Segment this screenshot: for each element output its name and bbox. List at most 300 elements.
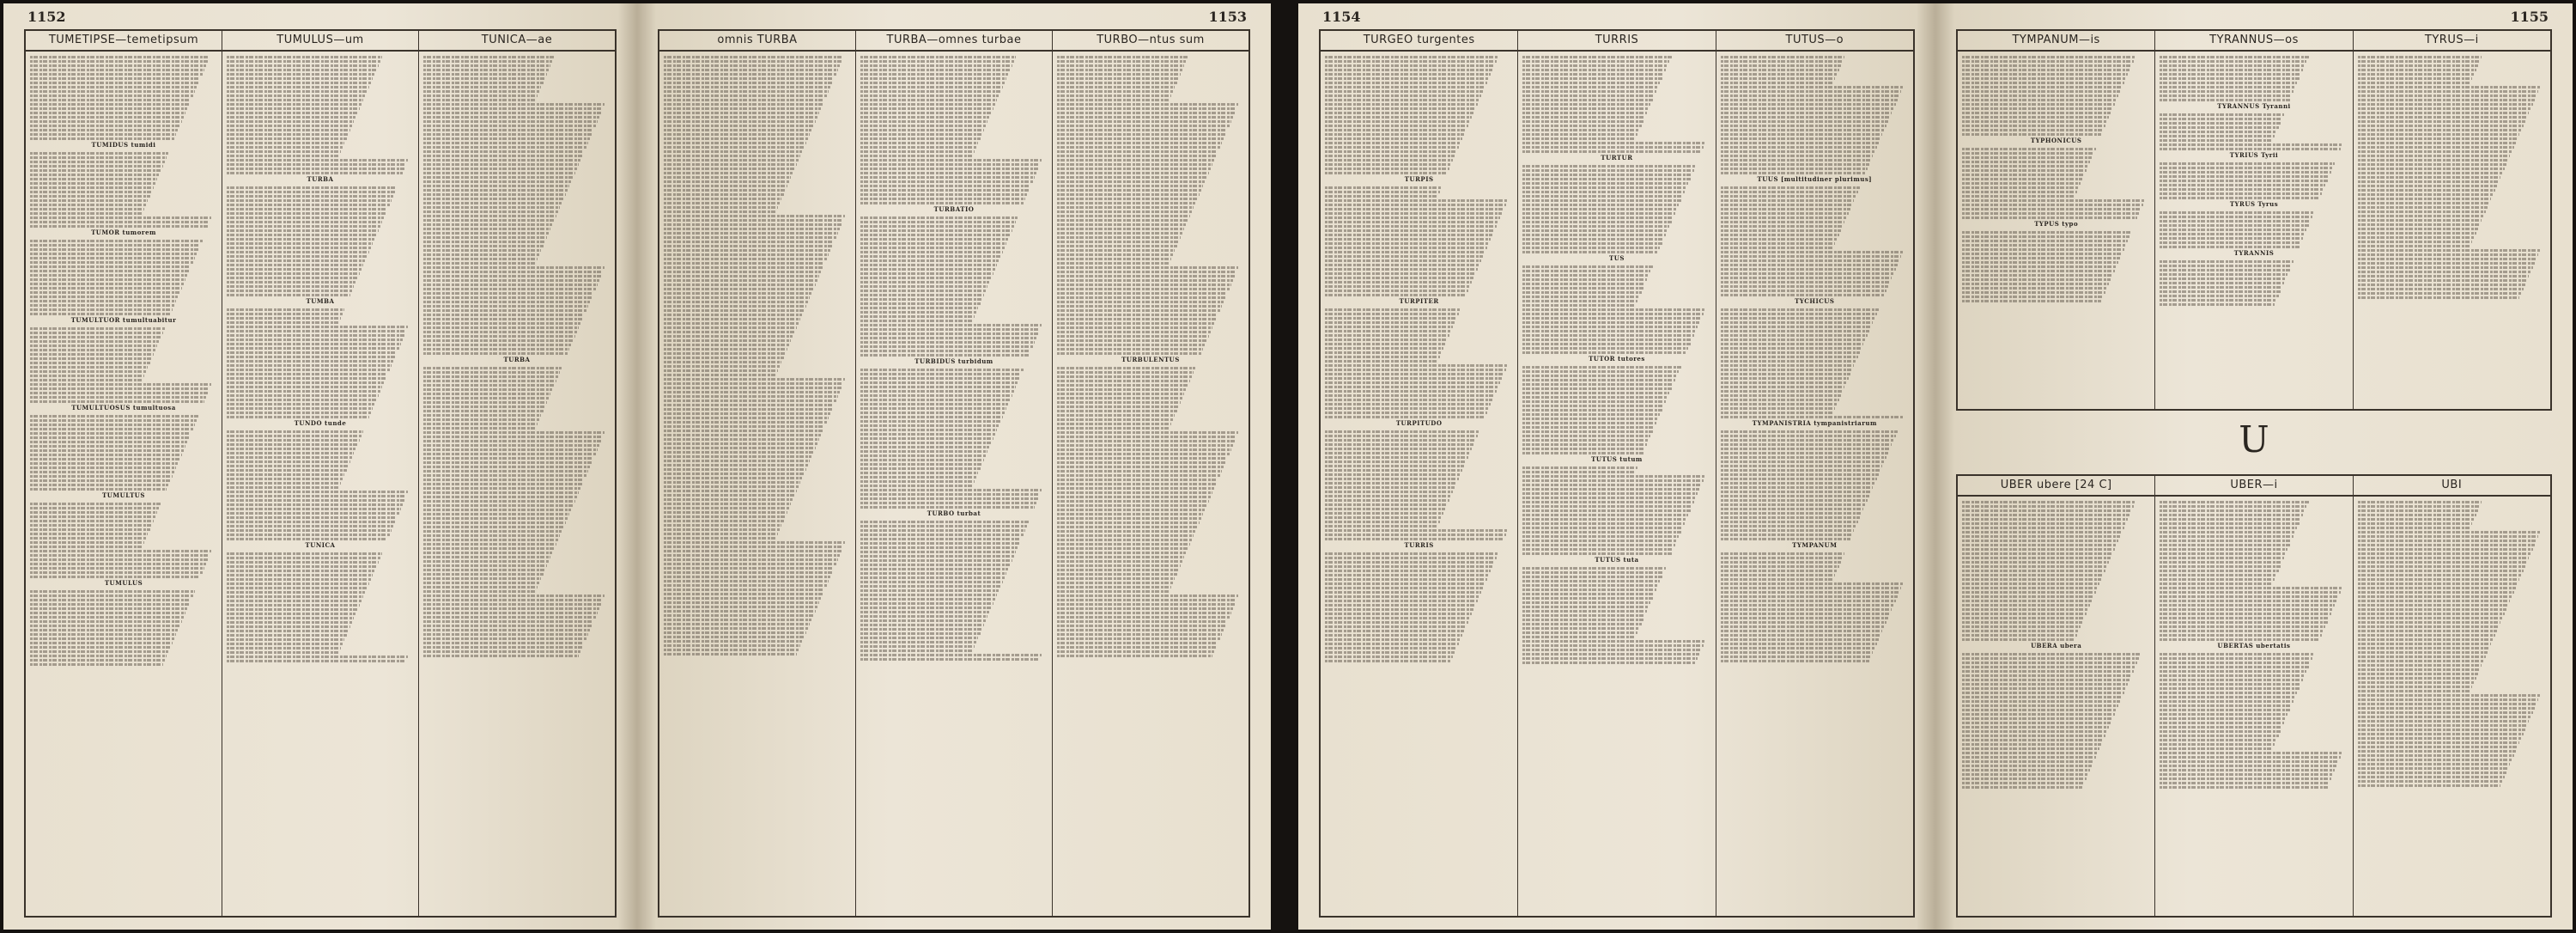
text-line xyxy=(664,168,795,170)
text-line xyxy=(2358,716,2531,718)
text-line xyxy=(1057,410,1177,412)
text-line xyxy=(860,163,1040,166)
text-line xyxy=(2160,303,2275,306)
text-line xyxy=(2358,275,2530,277)
text-line xyxy=(1325,347,1443,350)
text-line xyxy=(1721,399,1839,401)
text-line xyxy=(1057,305,1222,308)
verse-line xyxy=(1057,273,1244,277)
verse-line xyxy=(1057,597,1244,601)
text-line xyxy=(2160,192,2322,195)
text-line xyxy=(2160,56,2308,58)
verse-line xyxy=(1057,290,1244,295)
text-line xyxy=(664,116,817,119)
text-line xyxy=(423,560,549,563)
verse-line xyxy=(227,371,414,375)
text-line xyxy=(1721,608,1893,611)
text-line xyxy=(1962,501,2136,503)
text-line xyxy=(1721,565,1839,568)
text-line xyxy=(227,159,408,162)
text-line xyxy=(2160,90,2293,93)
text-line xyxy=(423,326,579,329)
verse-line xyxy=(860,179,1048,183)
text-line xyxy=(2358,518,2475,521)
text-line xyxy=(1522,383,1673,386)
text-line xyxy=(2160,617,2329,619)
text-line xyxy=(1522,636,1636,638)
text-line xyxy=(860,576,1005,579)
verse-line xyxy=(1721,628,1909,632)
text-line xyxy=(860,90,1001,93)
text-line xyxy=(1325,313,1459,315)
text-line xyxy=(1325,561,1494,564)
text-line xyxy=(1325,369,1506,371)
text-line xyxy=(1962,77,2126,80)
text-line xyxy=(1962,116,2109,119)
text-line xyxy=(664,112,819,114)
verse-line xyxy=(1522,320,1710,324)
text-line xyxy=(1962,565,2107,568)
text-line xyxy=(2358,608,2506,611)
text-line xyxy=(1522,274,1649,277)
text-line xyxy=(227,600,361,602)
text-line xyxy=(1721,403,1838,406)
text-line xyxy=(860,624,984,626)
text-line xyxy=(860,459,984,461)
text-line xyxy=(30,283,184,285)
text-line xyxy=(664,271,821,273)
verse-line xyxy=(1721,414,1909,418)
text-line xyxy=(1962,95,2118,97)
verse-line xyxy=(664,230,851,235)
text-line xyxy=(227,225,380,228)
text-line xyxy=(227,435,361,437)
text-line xyxy=(1325,538,1504,540)
text-line xyxy=(227,647,341,649)
text-line xyxy=(1522,107,1649,110)
text-line xyxy=(227,56,382,58)
text-line xyxy=(1057,470,1222,473)
verse-line xyxy=(664,226,851,230)
text-line xyxy=(860,129,984,131)
verse-line xyxy=(1522,311,1710,315)
text-line xyxy=(1325,617,1470,619)
text-line xyxy=(664,344,789,346)
text-line xyxy=(1962,634,2077,637)
text-line xyxy=(423,253,539,256)
text-line xyxy=(1721,587,1902,589)
text-line xyxy=(1325,403,1491,406)
column-heading: TUMULUS—um xyxy=(222,31,418,52)
verse-line xyxy=(423,631,611,636)
text-line xyxy=(1522,514,1688,516)
verse-line xyxy=(2358,783,2546,787)
text-line xyxy=(1721,259,1899,262)
verse-line xyxy=(1522,172,1710,176)
text-line xyxy=(1721,186,1860,189)
text-line xyxy=(1721,69,1839,71)
text-line xyxy=(1522,347,1688,350)
verse-line xyxy=(2160,174,2348,178)
text-line xyxy=(1057,99,1170,101)
text-line xyxy=(30,208,144,210)
verse-line xyxy=(423,597,611,601)
text-line xyxy=(423,292,593,295)
text-line xyxy=(1325,360,1438,363)
text-line xyxy=(30,375,144,377)
text-line xyxy=(664,206,778,209)
verse-line xyxy=(1522,643,1710,647)
text-line xyxy=(1522,623,1641,625)
text-line xyxy=(1057,245,1177,247)
verse-line xyxy=(1721,110,1909,114)
text-line xyxy=(1057,120,1231,123)
text-line xyxy=(1962,756,2096,759)
text-line xyxy=(1962,161,2090,163)
text-line xyxy=(1325,82,1487,84)
text-line xyxy=(664,369,778,372)
verse-line xyxy=(423,438,611,442)
verse-line xyxy=(227,206,414,210)
text-line xyxy=(860,103,995,106)
text-line xyxy=(2160,613,2331,615)
verse-line xyxy=(30,84,217,88)
text-line xyxy=(1962,64,2131,67)
text-line xyxy=(2160,739,2276,741)
text-line xyxy=(227,369,390,371)
text-line xyxy=(1057,612,1231,614)
text-line xyxy=(2358,163,2506,166)
text-line xyxy=(227,137,347,140)
text-line xyxy=(1522,466,1637,469)
text-line xyxy=(227,191,395,193)
text-line xyxy=(1057,466,1224,468)
verse-line xyxy=(1721,119,1909,123)
text-line xyxy=(1721,591,1899,594)
text-line xyxy=(423,401,547,404)
text-line xyxy=(1721,508,1864,510)
text-line xyxy=(227,64,379,67)
verse-line xyxy=(1522,516,1710,521)
verse-line xyxy=(1962,229,2150,234)
verse-line xyxy=(2160,767,2348,771)
text-line xyxy=(1057,603,1235,606)
text-line xyxy=(423,339,573,342)
text-line xyxy=(1962,148,2096,150)
text-line xyxy=(30,308,173,311)
text-line xyxy=(227,330,406,332)
text-line xyxy=(1325,482,1457,485)
text-line xyxy=(664,163,797,166)
verse-line xyxy=(1721,594,1909,598)
text-line xyxy=(1962,129,2103,131)
text-line xyxy=(30,221,210,223)
text-line xyxy=(664,361,781,363)
text-line xyxy=(1522,379,1675,381)
text-line xyxy=(860,69,1010,71)
verse-line xyxy=(1962,512,2150,516)
text-line xyxy=(1962,73,2128,76)
text-line xyxy=(30,253,197,255)
verse-line xyxy=(227,185,414,189)
text-line xyxy=(30,90,195,93)
entry-heading: TURBA xyxy=(503,356,531,363)
verse-line xyxy=(664,381,851,385)
text-line xyxy=(423,453,596,455)
text-line xyxy=(1962,704,2118,707)
text-line xyxy=(664,352,786,355)
verse-line xyxy=(2358,123,2546,127)
text-line xyxy=(2358,56,2482,58)
verse-line xyxy=(30,413,217,418)
verse-line xyxy=(423,593,611,597)
text-line xyxy=(423,193,566,196)
text-line xyxy=(423,552,552,554)
text-line xyxy=(2160,220,2310,223)
text-line xyxy=(423,129,593,131)
text-line xyxy=(423,564,547,567)
text-line xyxy=(1962,747,2099,750)
text-line xyxy=(1522,99,1652,101)
verse-line xyxy=(227,328,414,332)
text-line xyxy=(1057,457,1227,460)
text-line xyxy=(1522,413,1660,416)
verse-line xyxy=(1057,149,1244,153)
text-line xyxy=(1522,90,1656,93)
text-line xyxy=(2160,578,2275,581)
text-line xyxy=(30,607,187,610)
verse-line xyxy=(664,67,851,71)
text-line xyxy=(2358,116,2527,119)
verse-line xyxy=(1057,303,1244,308)
text-line xyxy=(2358,565,2525,568)
text-line xyxy=(1962,253,2122,255)
text-line xyxy=(1962,722,2111,724)
verse-line xyxy=(30,394,217,399)
verse-line xyxy=(1522,486,1710,491)
verse-line xyxy=(1325,658,1513,662)
text-line xyxy=(1522,125,1641,127)
verse-line xyxy=(1057,286,1244,290)
text-line xyxy=(2358,711,2533,714)
text-line xyxy=(664,202,780,204)
text-line xyxy=(2160,653,2314,656)
text-line xyxy=(860,315,975,318)
verse-line xyxy=(30,399,217,403)
entry-heading: TUUS [multitudiner plurimus] xyxy=(1757,175,1873,183)
text-line xyxy=(1962,600,2092,602)
text-line xyxy=(1522,588,1656,591)
text-line xyxy=(2358,595,2512,598)
text-line xyxy=(664,279,817,282)
text-line xyxy=(2160,273,2287,276)
text-line xyxy=(1721,142,1879,144)
verse-line xyxy=(30,80,217,84)
verse-line xyxy=(2160,178,2348,182)
verse-line xyxy=(2358,740,2546,744)
text-line xyxy=(30,199,148,202)
verse-line xyxy=(1721,93,1909,97)
text-line xyxy=(423,228,550,230)
text-line xyxy=(227,86,369,88)
text-line xyxy=(1721,621,1886,624)
text-line xyxy=(1962,692,2124,694)
text-line xyxy=(2358,694,2541,697)
entry-heading: TURBO turbat xyxy=(927,509,981,517)
text-line xyxy=(664,64,840,67)
verse-line xyxy=(423,636,611,640)
text-line xyxy=(227,486,339,489)
text-line xyxy=(1721,647,1875,649)
text-line xyxy=(423,637,586,640)
text-line xyxy=(227,238,374,241)
text-line xyxy=(423,223,552,226)
text-line xyxy=(1325,660,1451,662)
text-line xyxy=(1057,380,1190,382)
text-line xyxy=(1325,643,1459,645)
text-line xyxy=(860,390,1014,393)
verse-line xyxy=(423,144,611,149)
text-line xyxy=(30,616,184,619)
text-line xyxy=(1522,116,1645,119)
text-line xyxy=(2160,118,2282,120)
text-line xyxy=(30,129,178,131)
verse-line xyxy=(2358,534,2546,538)
text-line xyxy=(1721,95,1899,97)
verse-line xyxy=(2160,165,2348,169)
text-line xyxy=(227,281,355,284)
text-line xyxy=(1057,539,1192,541)
text-line xyxy=(2358,647,2490,649)
text-line xyxy=(423,133,592,136)
column-body xyxy=(1518,52,1715,916)
text-line xyxy=(860,450,987,453)
text-line xyxy=(664,348,787,351)
text-line xyxy=(227,82,371,84)
column-body xyxy=(222,52,418,916)
verse-line xyxy=(1721,459,1909,463)
text-line xyxy=(1522,430,1652,433)
text-line xyxy=(860,412,1005,414)
text-line xyxy=(423,168,577,170)
verse-line xyxy=(423,653,611,657)
text-line xyxy=(1721,204,1853,206)
verse-line xyxy=(860,322,1048,326)
verse-line xyxy=(1962,516,2150,521)
text-line xyxy=(1962,782,2085,784)
text-line xyxy=(30,546,143,548)
text-line xyxy=(1057,530,1195,533)
text-line xyxy=(423,397,549,399)
verse-line xyxy=(1522,512,1710,516)
text-line xyxy=(1522,531,1680,534)
text-line xyxy=(423,271,603,273)
verse-line xyxy=(860,196,1048,200)
text-line xyxy=(1325,95,1481,97)
text-line xyxy=(1057,599,1236,601)
text-line xyxy=(30,366,148,369)
text-line xyxy=(2358,522,2473,525)
text-line xyxy=(860,82,1005,84)
text-line xyxy=(30,340,159,343)
text-line xyxy=(1325,238,1491,241)
text-line xyxy=(1962,56,2136,58)
text-line xyxy=(1325,186,1442,189)
text-line xyxy=(1325,338,1448,341)
verse-line xyxy=(664,570,851,574)
verse-line xyxy=(227,506,414,510)
text-line xyxy=(1522,60,1669,63)
text-line xyxy=(1325,69,1492,71)
verse-line xyxy=(664,557,851,561)
text-line xyxy=(2358,236,2475,239)
verse-line xyxy=(664,76,851,80)
text-line xyxy=(423,629,590,631)
text-line xyxy=(664,576,830,578)
verse-line xyxy=(1962,681,2150,686)
text-line xyxy=(1057,646,1216,649)
text-line xyxy=(1962,557,2111,559)
text-line xyxy=(2160,709,2289,711)
text-line xyxy=(1057,573,1177,576)
entry-heading: TURPITUDO xyxy=(1395,419,1443,427)
text-line xyxy=(2358,253,2539,256)
verse-line xyxy=(664,58,851,63)
text-line xyxy=(1522,488,1699,491)
text-line xyxy=(860,442,992,444)
text-line xyxy=(1721,56,1845,58)
text-line xyxy=(30,541,144,544)
text-line xyxy=(860,489,1042,491)
text-line xyxy=(1057,90,1173,93)
text-line xyxy=(227,251,369,253)
verse-line xyxy=(1057,447,1244,451)
text-line xyxy=(664,305,806,308)
text-line xyxy=(423,86,541,88)
text-line xyxy=(1721,394,1841,397)
text-line xyxy=(1325,137,1462,140)
verse-line xyxy=(30,390,217,394)
text-line xyxy=(1522,204,1679,206)
text-line xyxy=(2358,77,2473,80)
text-line xyxy=(2358,535,2539,538)
text-line xyxy=(2160,591,2341,594)
text-line xyxy=(30,550,211,552)
text-line xyxy=(664,614,813,617)
text-line xyxy=(1962,595,2094,598)
text-line xyxy=(2160,233,2305,235)
text-line xyxy=(1522,653,1699,656)
text-line xyxy=(2160,565,2280,568)
text-line xyxy=(423,479,584,481)
text-line xyxy=(664,335,793,338)
verse-line xyxy=(2358,731,2546,735)
text-line xyxy=(664,473,805,475)
verse-line xyxy=(423,286,611,290)
verse-line xyxy=(1522,140,1710,144)
text-line xyxy=(30,86,197,88)
text-line xyxy=(2358,570,2524,572)
page-1153 xyxy=(637,3,1271,930)
text-line xyxy=(1057,266,1238,269)
text-line xyxy=(227,651,339,654)
verse-line xyxy=(1325,568,1513,572)
text-line xyxy=(664,309,805,312)
text-line xyxy=(227,456,352,459)
text-line xyxy=(1057,112,1235,114)
text-line xyxy=(227,478,343,480)
text-line xyxy=(860,221,1016,223)
